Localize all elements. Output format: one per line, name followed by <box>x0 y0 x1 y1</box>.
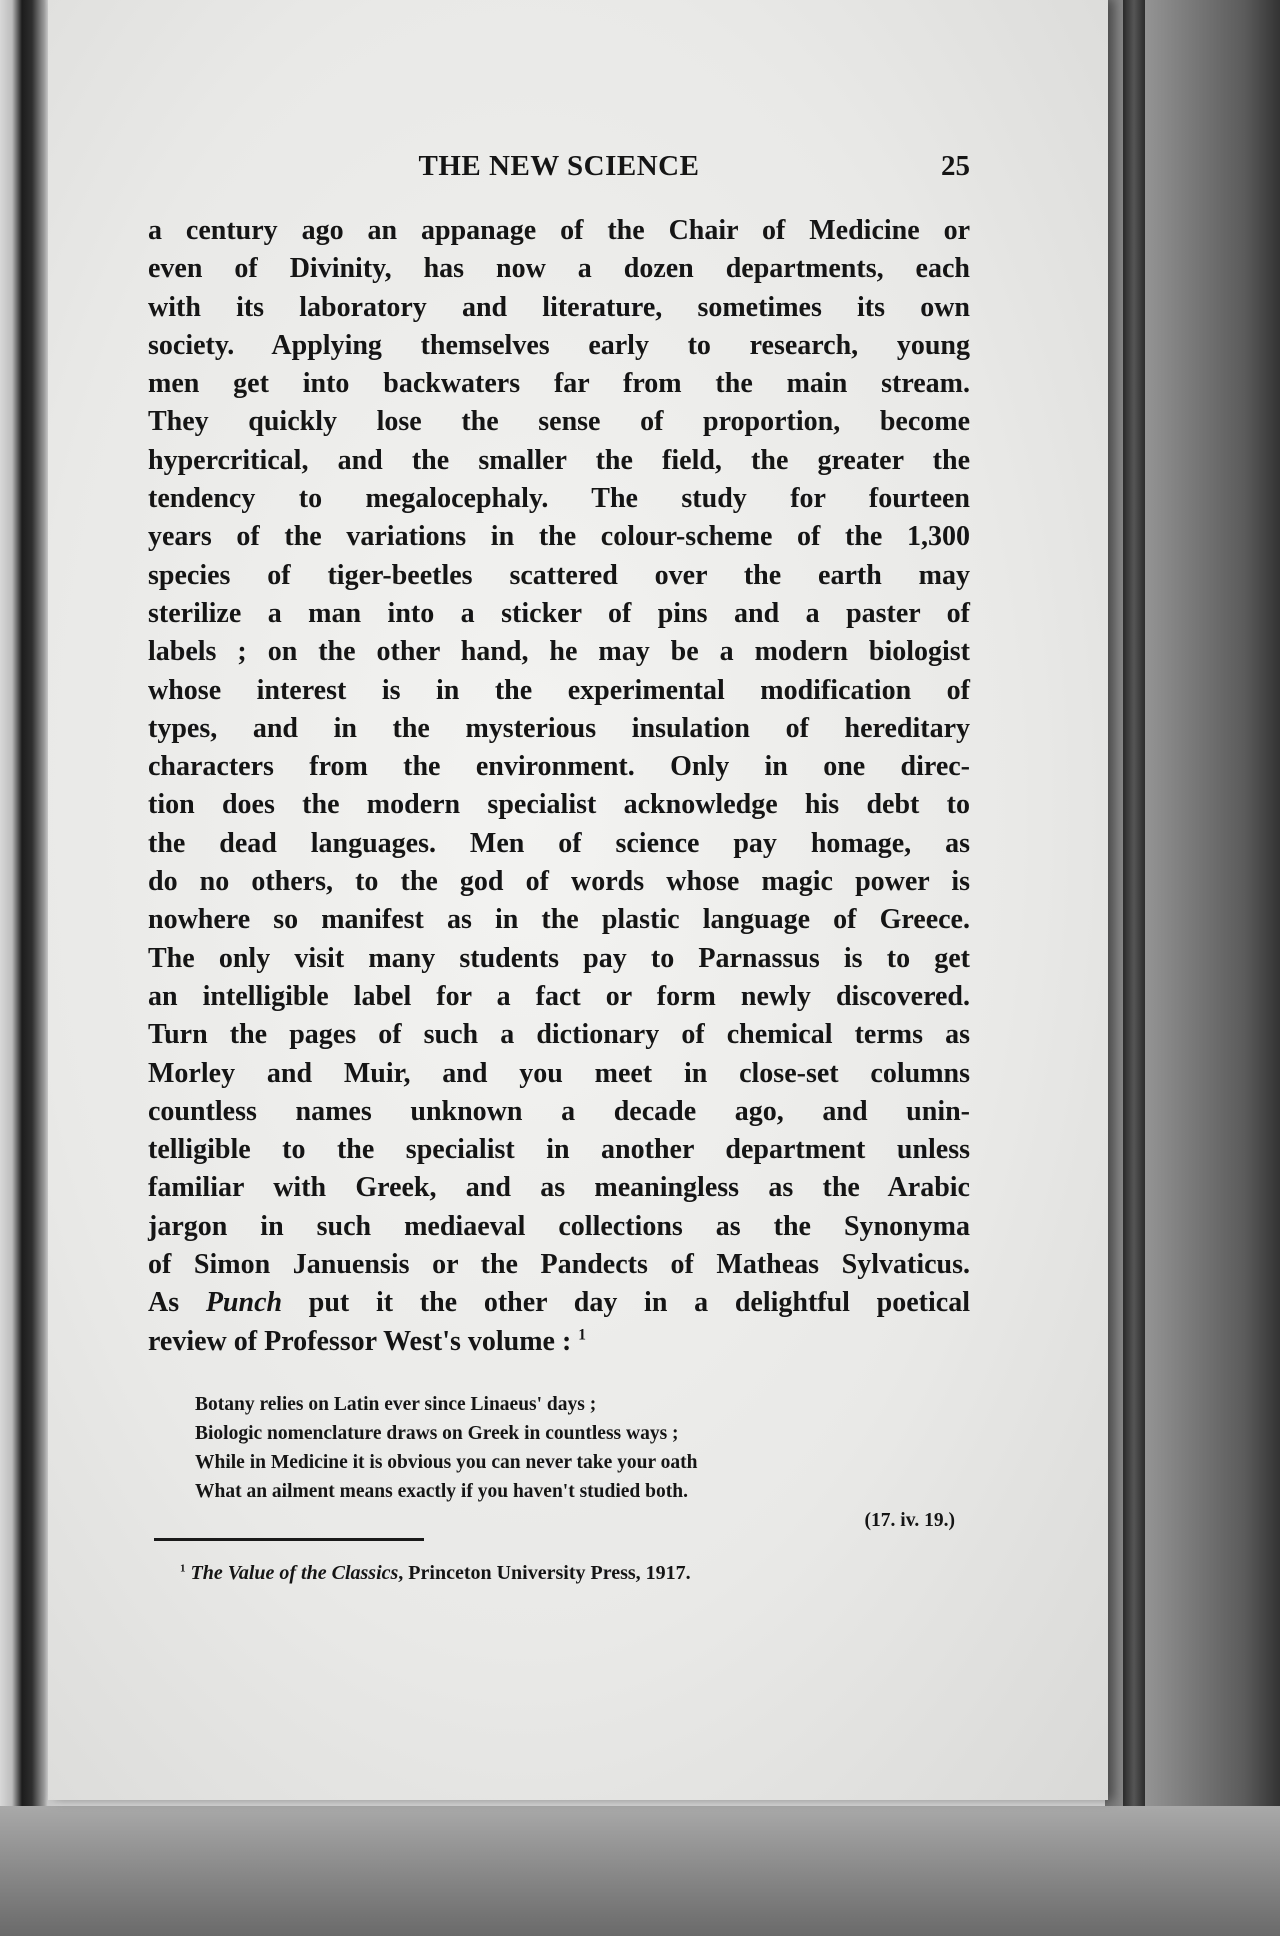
verse-line: While in Medicine it is obvious you can never take your oath <box>195 1452 698 1473</box>
body-line: tendency to megalocephaly. The study for fourteen <box>148 483 970 515</box>
book-edge-bottom <box>0 1806 1280 1936</box>
footnote-marker: 1 <box>180 1562 186 1575</box>
punch-verse <box>195 1390 955 1535</box>
body-line: society. Applying themselves early to research, young <box>148 329 970 361</box>
body-line: familiar with Greek, and as meaningless as the Arabic <box>148 1172 970 1204</box>
body-line: hypercritical, and the smaller the field, the greater the <box>148 444 970 476</box>
verse-line: Botany relies on Latin ever since Linaeus' days ; <box>195 1394 597 1415</box>
review-line-text: review of Professor West's volume : <box>148 1325 572 1357</box>
footnote-citation: , Princeton University Press, 1917. <box>398 1562 691 1584</box>
body-line: a century ago an appanage of the Chair of Medicine or <box>148 215 970 246</box>
body-line: telligible to the specialist in another department unless <box>148 1134 970 1166</box>
body-line: tion does the modern specialist acknowledge his debt to <box>148 789 970 821</box>
book-binding-left <box>0 0 48 1936</box>
body-line: an intelligible label for a fact or form newly discovered. <box>148 980 970 1012</box>
body-line: the dead languages. Men of science pay homage, as <box>148 827 970 859</box>
body-line: years of the variations in the colour-scheme of the 1,300 <box>148 521 970 553</box>
book-edge-stripe <box>1123 0 1145 1936</box>
footnote <box>180 1562 970 1585</box>
body-line: Turn the pages of such a dictionary of chemical terms as <box>148 1019 970 1051</box>
verse-line: Biologic nomenclature draws on Greek in countless ways ; <box>195 1423 679 1444</box>
verse-date: (17. iv. 19.) <box>864 1510 955 1531</box>
punch-line-after: put it the other day in a delightful poetical <box>282 1287 970 1319</box>
book-edge-right <box>1105 0 1280 1936</box>
body-line: jargon in such mediaeval collections as the Synonyma <box>148 1210 970 1242</box>
body-line: species of tiger-beetles scattered over the earth may <box>148 559 970 591</box>
footnote-rule <box>154 1538 424 1541</box>
verse-line: What an ailment means exactly if you haven't studied both. <box>195 1481 688 1502</box>
body-line: of Simon Januensis or the Pandects of Matheas Sylvaticus. <box>148 1249 970 1281</box>
punch-line <box>148 1284 970 1322</box>
body-line: labels ; on the other hand, he may be a modern biologist <box>148 636 970 668</box>
body-line: The only visit many students pay to Parnassus is to get <box>148 942 970 974</box>
punch-title: Punch <box>205 1287 283 1319</box>
body-line: countless names unknown a decade ago, and unin- <box>148 1095 970 1127</box>
body-line: characters from the environment. Only in one direc- <box>148 751 970 783</box>
body-line: sterilize a man into a sticker of pins and a paster of <box>148 597 970 629</box>
book-page <box>48 0 1108 1800</box>
footnote-title: The Value of the Classics <box>190 1562 399 1584</box>
body-line: Morley and Muir, and you meet in close-set columns <box>148 1057 970 1089</box>
body-line: with its laboratory and literature, sometimes its own <box>148 291 970 323</box>
page-header <box>148 150 970 190</box>
body-line: whose interest is in the experimental modification of <box>148 674 970 706</box>
running-title: THE NEW SCIENCE <box>418 150 700 182</box>
body-line: do no others, to the god of words whose magic power is <box>148 866 970 898</box>
page-number: 25 <box>941 150 970 182</box>
body-line: men get into backwaters far from the main stream. <box>148 368 970 400</box>
body-line: nowhere so manifest as in the plastic language of Greece. <box>148 904 970 936</box>
body-line: even of Divinity, has now a dozen departments, each <box>148 253 970 285</box>
review-line <box>148 1323 970 1361</box>
body-line: types, and in the mysterious insulation of hereditary <box>148 712 970 744</box>
body-text <box>148 212 970 1361</box>
punch-line-before: As <box>148 1287 206 1319</box>
footnote-reference: 1 <box>578 1326 586 1344</box>
body-line: They quickly lose the sense of proportion, become <box>148 406 970 438</box>
